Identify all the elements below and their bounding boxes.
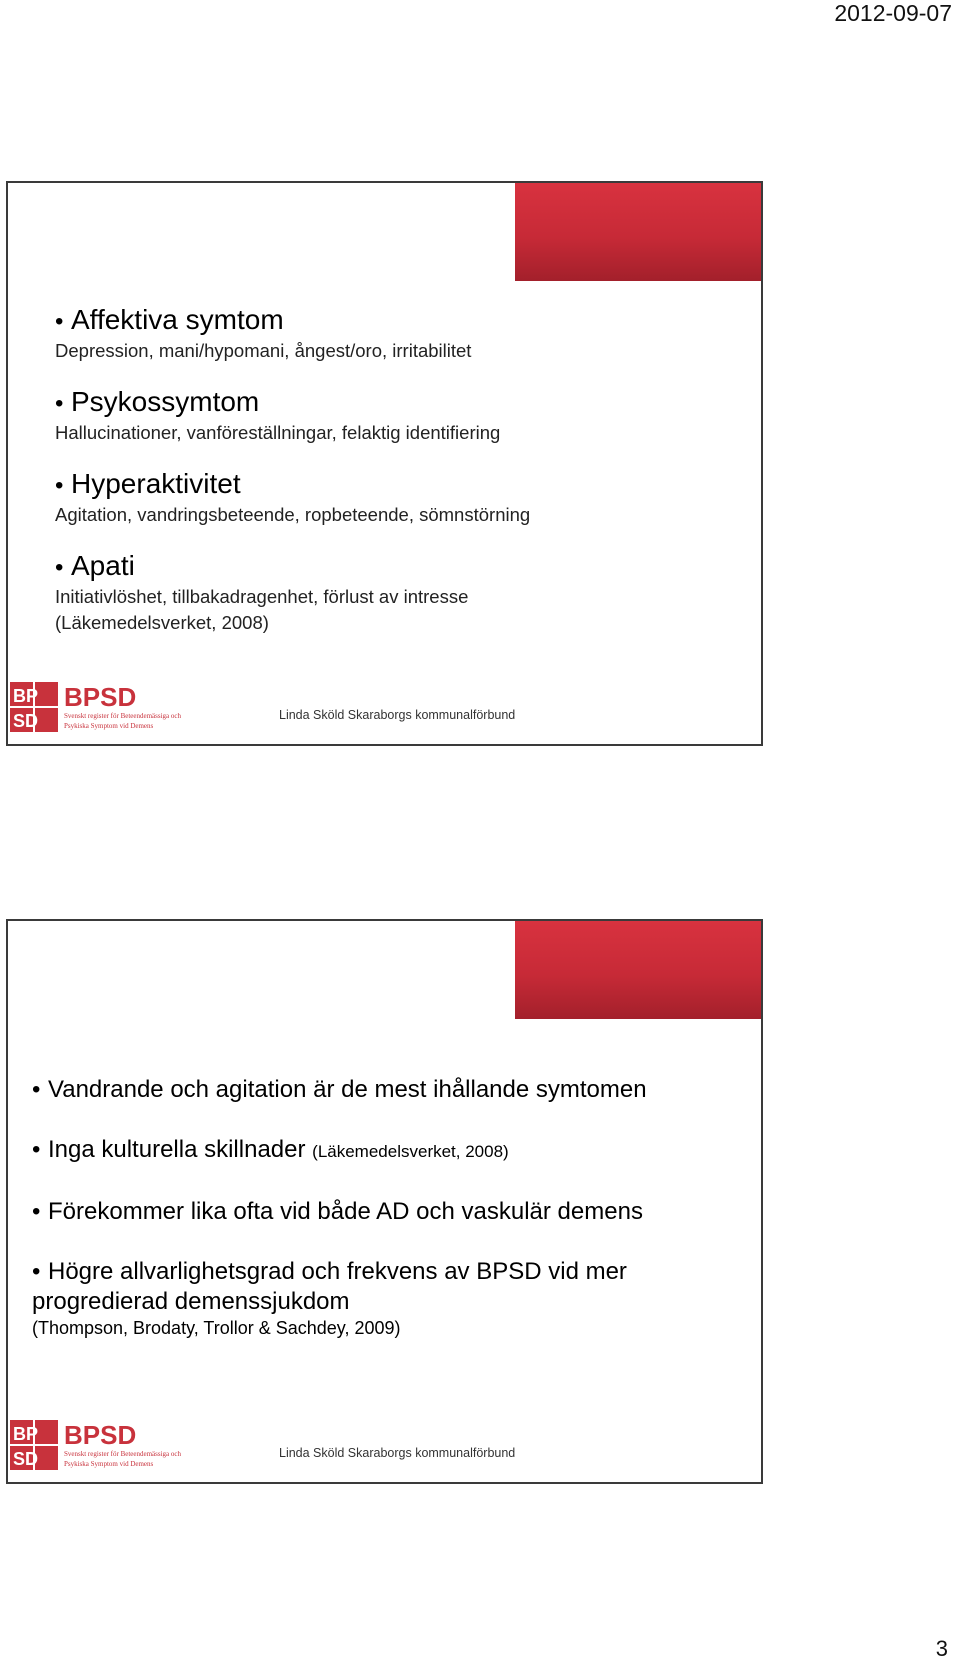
bullet-icon: • — [55, 472, 64, 499]
item-text: Inga kulturella skillnader — [48, 1136, 306, 1163]
item-title: Apati — [71, 550, 135, 581]
logo-letters-top: BP — [13, 686, 39, 706]
bullet-icon: • — [32, 1258, 41, 1285]
bpsd-logo — [10, 680, 220, 736]
footer-text: Linda Sköld Skaraborgs kommunalförbund — [279, 1446, 516, 1460]
list-item — [55, 551, 530, 635]
logo-name: BPSD — [64, 682, 137, 712]
item-text: Vandrande och agitation är de mest ihållande symtomen — [48, 1076, 647, 1103]
logo-tagline-2: Psykiska Symptom vid Demens — [64, 722, 154, 730]
footer-text: Linda Sköld Skaraborgs kommunalförbund — [279, 708, 516, 722]
item-detail: Depression, mani/hypomani, ångest/oro, irritabilitet — [55, 340, 472, 361]
list-item — [32, 1197, 741, 1227]
item-detail: Hallucinationer, vanföreställningar, felaktig identifiering — [55, 422, 501, 443]
item-title: Affektiva symtom — [71, 304, 284, 335]
logo-tagline-2: Psykiska Symptom vid Demens — [64, 1460, 154, 1468]
item-citation: (Thompson, Brodaty, Trollor & Sachdey, 2009) — [32, 1318, 401, 1338]
slide-footer — [8, 1418, 761, 1476]
item-detail: Agitation, vandringsbeteende, ropbeteende, sömnstörning — [55, 504, 531, 525]
item-title: Hyperaktivitet — [71, 468, 241, 499]
list-item — [55, 387, 530, 445]
slide-1-content — [55, 305, 530, 659]
bpsd-logo — [10, 1418, 220, 1474]
list-item — [32, 1135, 741, 1167]
bullet-icon: • — [55, 308, 64, 335]
logo-letters-bottom: SD — [13, 1449, 39, 1469]
item-detail: Initiativlöshet, tillbakadragenhet, förlust av intresse — [55, 586, 469, 607]
slide-2-content — [32, 1075, 741, 1339]
list-item — [55, 305, 530, 363]
list-item — [55, 469, 530, 527]
item-text: Förekommer lika ofta vid både AD och vaskulär demens — [48, 1198, 643, 1225]
bullet-icon: • — [55, 390, 64, 417]
slide-1 — [6, 181, 763, 746]
logo-name: BPSD — [64, 1420, 137, 1450]
slide-accent-block — [515, 183, 761, 281]
list-item — [32, 1257, 741, 1339]
item-title: Psykossymtom — [71, 386, 260, 417]
bullet-icon: • — [55, 554, 64, 581]
page-number: 3 — [935, 1636, 948, 1661]
bullet-icon: • — [32, 1136, 41, 1163]
list-item — [32, 1075, 741, 1105]
logo-letters-top: BP — [13, 1424, 39, 1444]
logo-tagline-1: Svenskt register för Beteendemässiga och — [64, 1450, 182, 1458]
item-text: Högre allvarlighetsgrad och frekvens av BPSD vid mer progredierad demenssjukdom — [32, 1258, 627, 1315]
item-citation: (Läkemedelsverket, 2008) — [55, 612, 269, 633]
slide-footer — [8, 680, 761, 738]
item-citation: (Läkemedelsverket, 2008) — [312, 1142, 509, 1161]
bullet-icon: • — [32, 1198, 41, 1225]
bullet-icon: • — [32, 1076, 41, 1103]
page-date: 2012-09-07 — [834, 0, 952, 26]
slide-2 — [6, 919, 763, 1484]
slide-accent-block — [515, 921, 761, 1019]
logo-letters-bottom: SD — [13, 711, 39, 731]
logo-tagline-1: Svenskt register för Beteendemässiga och — [64, 712, 182, 720]
